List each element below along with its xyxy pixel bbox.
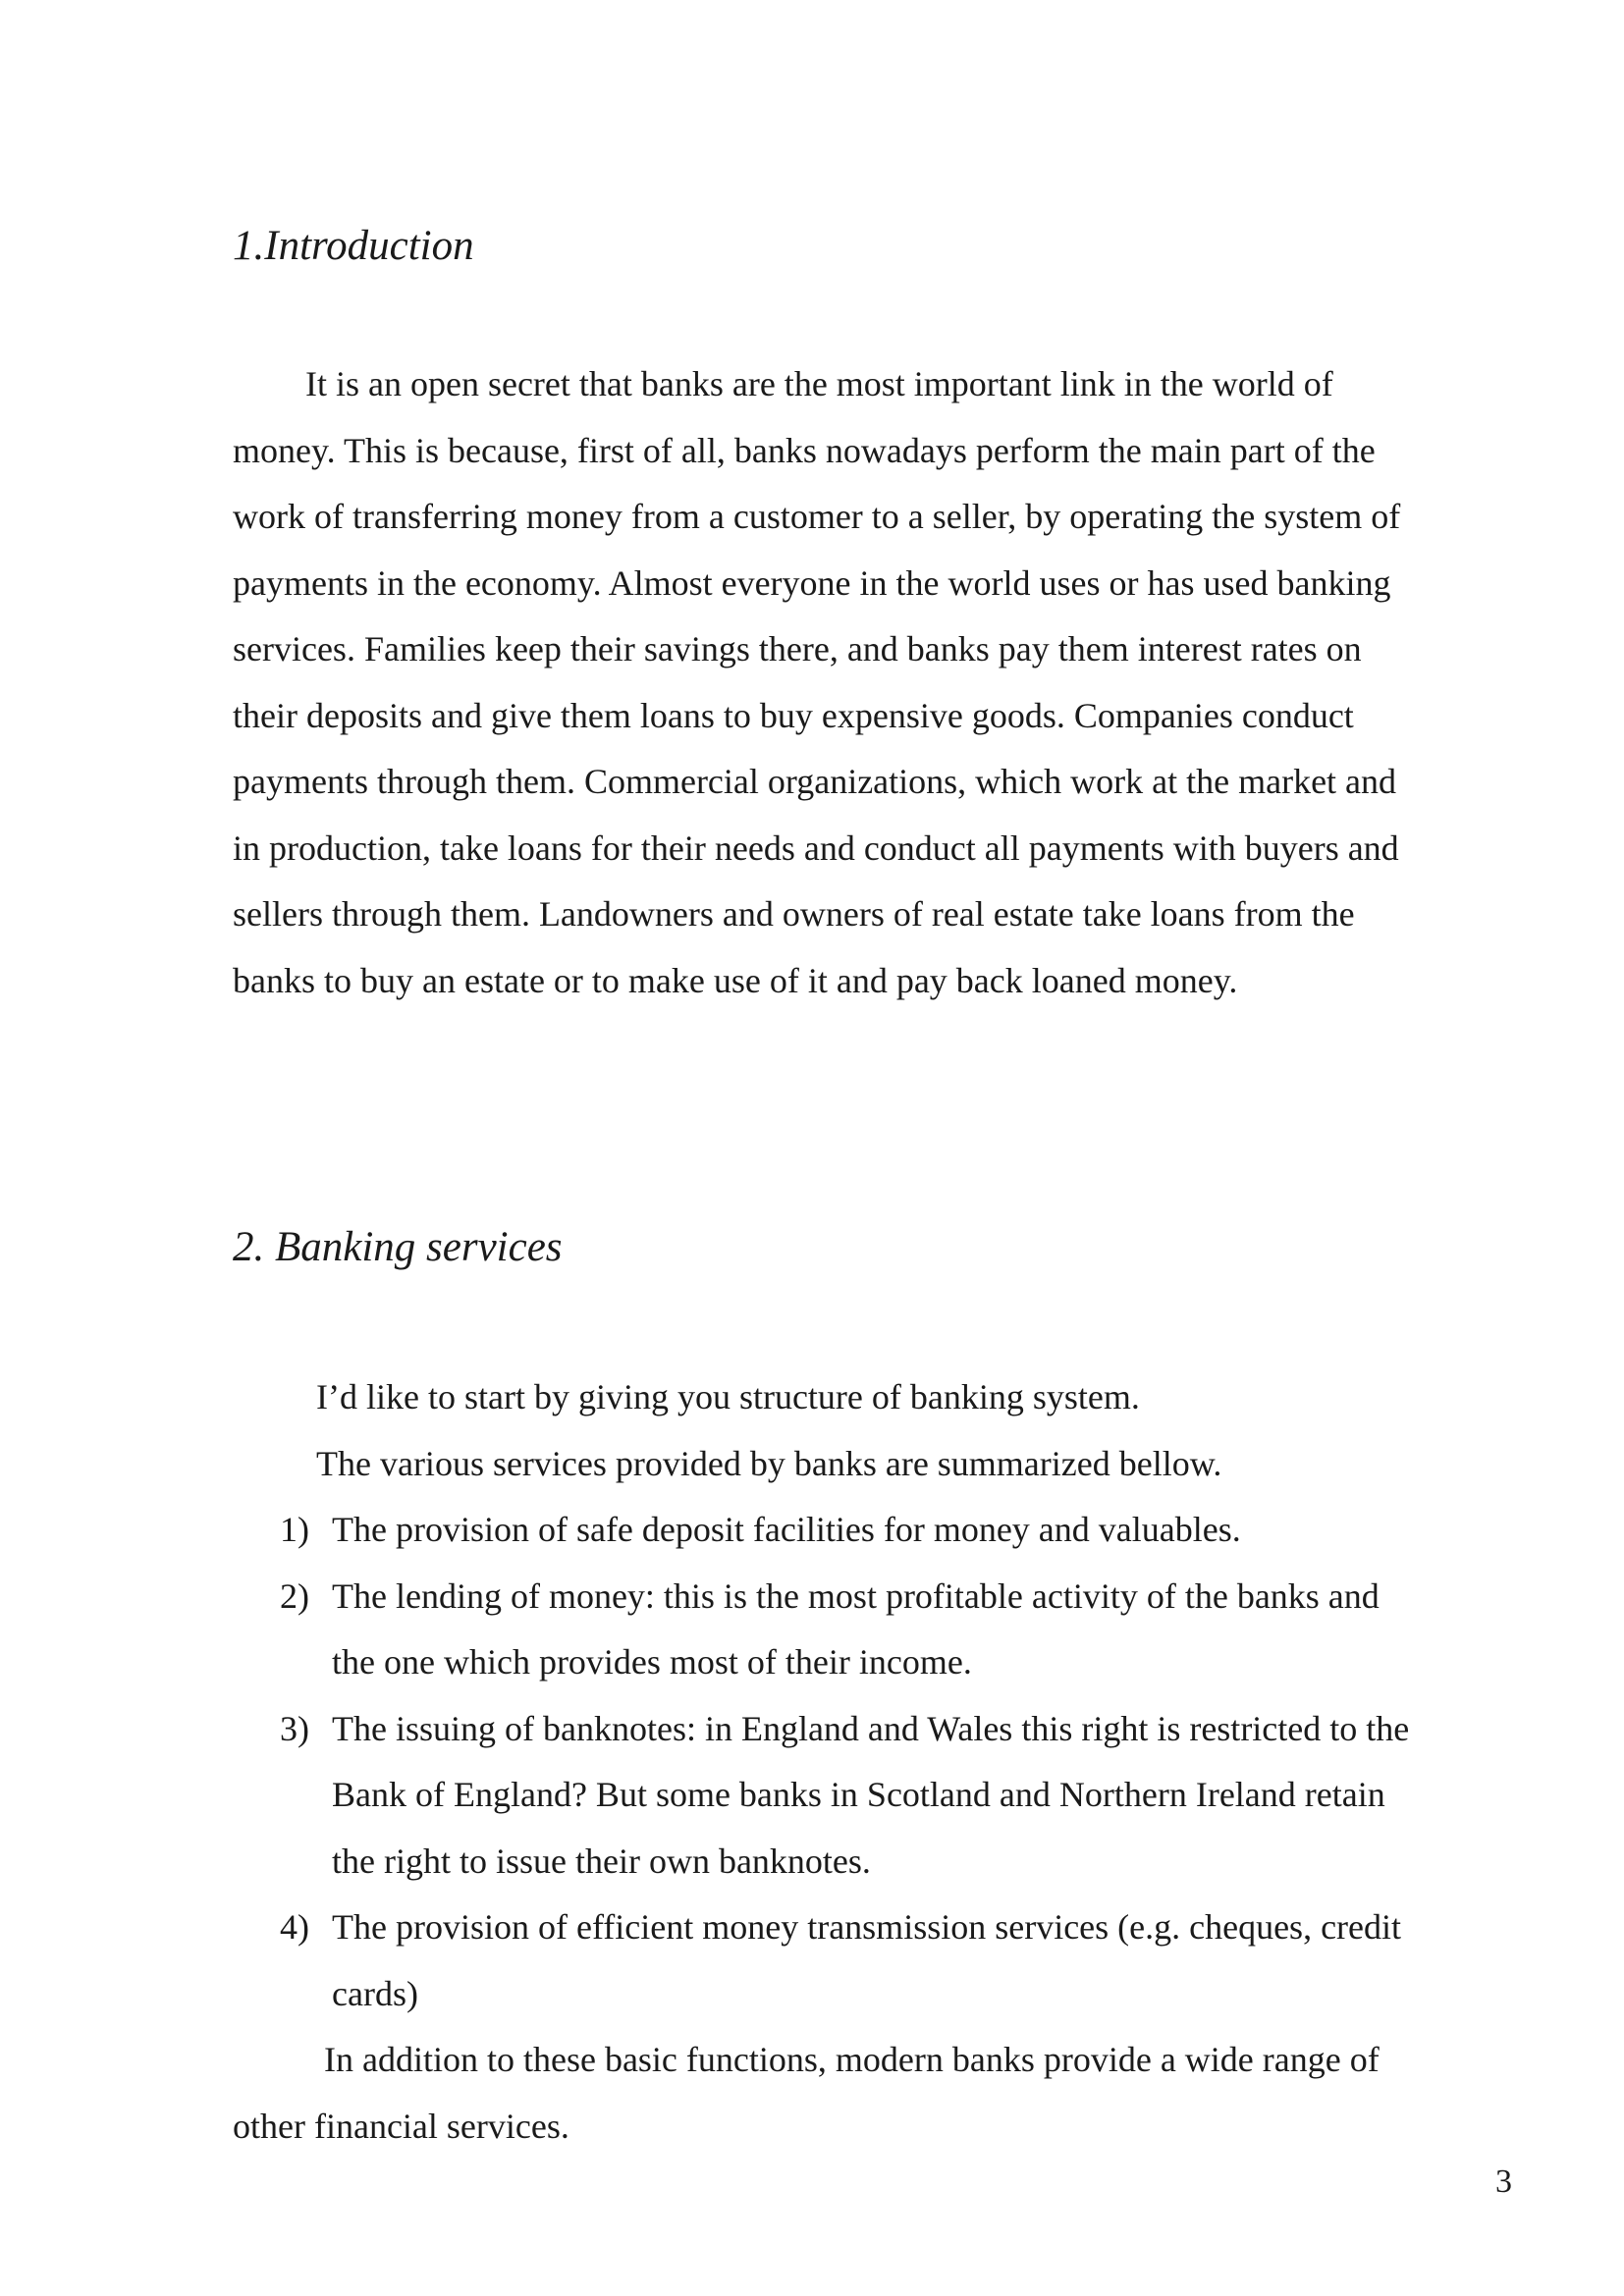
paragraph-line: services. Families keep their savings there, and banks pay them interest rates on <box>233 629 1362 668</box>
paragraph-line: banks to buy an estate or to make use of it and pay back loaned money. <box>233 960 1238 1000</box>
introduction-paragraph <box>233 351 1539 1014</box>
paragraph-line: sellers through them. Landowners and owners of real estate take loans from the <box>233 894 1355 934</box>
paragraph-line: It is an open secret that banks are the most important link in the world of <box>305 364 1333 403</box>
paragraph-line: payments through them. Commercial organizations, which work at the market and <box>233 762 1397 801</box>
intro-line: The various services provided by banks are summarized bellow. <box>316 1443 1222 1483</box>
list-item-number: 3) <box>280 1708 309 1748</box>
list-item-line: The issuing of banknotes: in England and Wales this right is restricted to the <box>332 1708 1410 1748</box>
paragraph-line: in production, take loans for their needs and conduct all payments with buyers and <box>233 828 1399 868</box>
services-list-item <box>233 1564 1539 1696</box>
services-list-item <box>233 1895 1539 2027</box>
page-number: 3 <box>1495 2163 1512 2200</box>
paragraph-line: work of transferring money from a customer to a seller, by operating the system of <box>233 497 1401 536</box>
services-list-item <box>233 1497 1539 1564</box>
intro-line: I’d like to start by giving you structure of banking system. <box>316 1377 1140 1416</box>
paragraph-line: payments in the economy. Almost everyone in the world uses or has used banking <box>233 562 1391 603</box>
section-heading-banking-services: 2. Banking services <box>233 1224 563 1270</box>
closing-line: other financial services. <box>233 2106 569 2146</box>
list-item-number: 4) <box>280 1907 309 1947</box>
section-heading-introduction: 1.Introduction <box>233 223 474 269</box>
closing-line: In addition to these basic functions, modern banks provide a wide range of <box>324 2040 1380 2079</box>
list-item-line: the one which provides most of their income. <box>332 1642 972 1682</box>
paragraph-line: their deposits and give them loans to buy expensive goods. Companies conduct <box>233 695 1354 735</box>
services-list-item <box>233 1696 1539 1896</box>
list-item-line: The provision of efficient money transmission services (e.g. cheques, credit <box>332 1907 1402 1947</box>
list-item-line: The provision of safe deposit facilities for money and valuables. <box>332 1510 1241 1549</box>
list-item-number: 2) <box>280 1575 309 1616</box>
list-item-line: Bank of England? But some banks in Scotland and Northern Ireland retain <box>332 1775 1385 1814</box>
list-item-line: The lending of money: this is the most profitable activity of the banks and <box>332 1575 1380 1616</box>
banking-services-body <box>233 1364 1539 2160</box>
list-item-line: cards) <box>332 1973 418 2013</box>
list-item-number: 1) <box>280 1510 309 1549</box>
list-item-line: the right to issue their own banknotes. <box>332 1841 871 1881</box>
paragraph-line: money. This is because, first of all, banks nowadays perform the main part of the <box>233 430 1376 470</box>
